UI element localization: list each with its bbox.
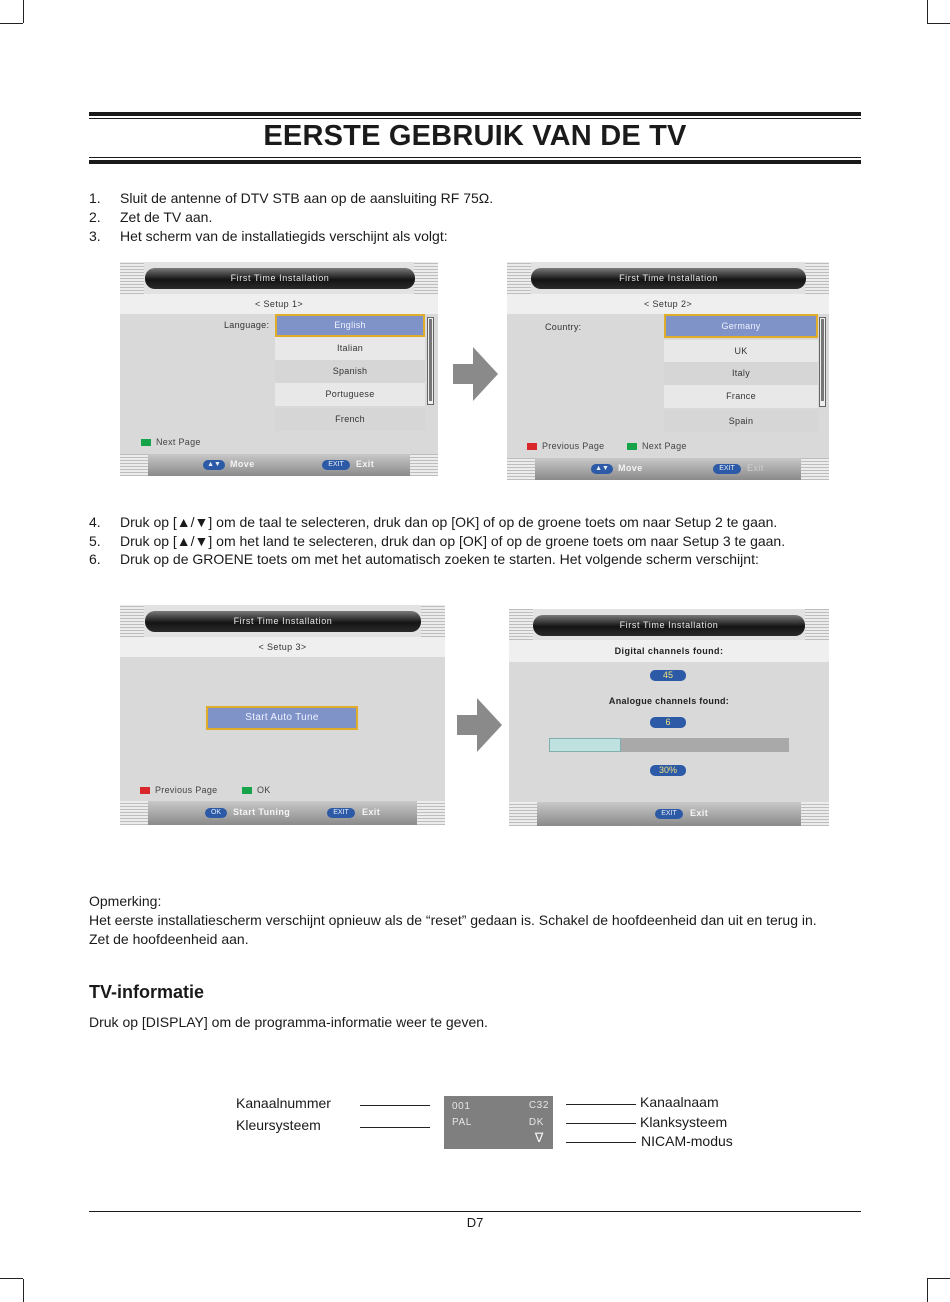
crop-mark <box>23 1279 24 1302</box>
scrollbar-thumb[interactable] <box>429 319 432 401</box>
legend-next-label: Next Page <box>156 437 201 447</box>
screen-hatch <box>801 458 829 480</box>
legend-next <box>627 441 687 451</box>
step-text: Zet de TV aan. <box>120 209 213 225</box>
green-key-icon <box>242 787 252 794</box>
progress-percent: 30% <box>650 765 686 776</box>
screen-hatch <box>801 802 829 826</box>
screen-hatch <box>421 605 445 637</box>
step-number: 3. <box>89 228 101 244</box>
channel-name: C32 <box>528 1100 549 1111</box>
screen-title: First Time Installation <box>533 615 805 636</box>
exit-key: EXIT <box>327 808 355 818</box>
step-number: 6. <box>89 551 101 567</box>
step-number: 2. <box>89 209 101 225</box>
screen-footer <box>120 454 438 476</box>
screen-title: First Time Installation <box>145 268 415 289</box>
screen-hatch <box>120 801 148 825</box>
exit-hint: Exit <box>356 459 375 469</box>
analogue-channels-count: 6 <box>650 717 686 728</box>
crop-mark <box>0 23 23 24</box>
exit-key: EXIT <box>322 460 350 470</box>
note-heading: Opmerking: <box>89 893 162 909</box>
setup-label: < Setup 2> <box>507 294 829 314</box>
screen-hatch <box>509 609 533 640</box>
step-text: Druk op [▲/▼] om het land te selecteren, druk dan op [OK] of op de groene toets om naar Setup 3 te gaan. <box>120 533 786 549</box>
label-klanksysteem: Klanksysteem <box>640 1114 728 1130</box>
note-line: Het eerste installatiescherm verschijnt opnieuw als de “reset” gedaan is. Schakel de hoofdeenheid dan uit en terug in. <box>89 912 817 928</box>
exit-hint: Exit <box>747 463 764 473</box>
color-system: PAL <box>452 1117 472 1128</box>
setup-label: < Setup 3> <box>120 637 445 657</box>
leader-line <box>566 1142 636 1143</box>
leader-line <box>360 1105 430 1106</box>
legend-next-label: Next Page <box>642 441 687 451</box>
label-kanaalnaam: Kanaalnaam <box>640 1094 719 1110</box>
start-tuning-hint: Start Tuning <box>233 807 291 817</box>
country-scrollbar[interactable] <box>819 317 826 407</box>
language-label: Language: <box>224 320 270 330</box>
country-option-france[interactable]: France <box>664 385 818 408</box>
tvinfo-text: Druk op [DISPLAY] om de programma-informatie weer te geven. <box>89 1014 488 1030</box>
crop-mark <box>23 0 24 23</box>
exit-hint: Exit <box>362 807 381 817</box>
red-key-icon <box>140 787 150 794</box>
screen-footer <box>120 801 445 825</box>
progress-bar <box>549 738 789 752</box>
progress-fill <box>549 738 621 752</box>
leader-line <box>360 1127 430 1128</box>
country-option-germany[interactable]: Germany <box>664 314 818 338</box>
title-rule-bottom-thin <box>89 157 861 158</box>
move-hint: Move <box>618 463 643 473</box>
up-down-icon: ▲▼ <box>591 464 613 474</box>
title-rule-top <box>89 112 861 116</box>
legend-ok <box>242 785 271 795</box>
screen-hatch <box>414 262 438 294</box>
screen-hatch <box>507 458 535 480</box>
title-rule-top-thin <box>89 118 861 119</box>
scan-screen <box>509 609 829 826</box>
green-key-icon <box>627 443 637 450</box>
legend-previous-label: Previous Page <box>155 785 218 795</box>
info-banner <box>444 1096 553 1149</box>
screen-footer <box>507 458 829 480</box>
language-option-english[interactable]: English <box>275 314 425 337</box>
setup2-screen <box>507 262 829 480</box>
screen-hatch <box>805 609 829 640</box>
page-title: EERSTE GEBRUIK VAN DE TV <box>263 120 687 152</box>
crop-mark <box>927 1279 928 1302</box>
country-option-uk[interactable]: UK <box>664 340 818 362</box>
tvinfo-heading: TV-informatie <box>89 982 205 1002</box>
screen-hatch <box>805 262 829 294</box>
green-key-icon <box>141 439 151 446</box>
screen-hatch <box>417 801 445 825</box>
legend-previous <box>140 785 217 795</box>
language-option-spanish[interactable]: Spanish <box>275 360 425 383</box>
label-kleursysteem: Kleursysteem <box>236 1117 321 1133</box>
footer-rule <box>89 1211 861 1212</box>
crop-mark <box>927 1278 950 1279</box>
label-kanaalnummer: Kanaalnummer <box>236 1095 331 1111</box>
ok-key: OK <box>205 808 227 818</box>
page-number: D7 <box>466 1215 484 1230</box>
next-arrow-icon <box>457 698 502 752</box>
exit-key: EXIT <box>655 809 683 819</box>
screen-footer <box>509 802 829 826</box>
step-number: 5. <box>89 533 101 549</box>
language-scrollbar[interactable] <box>427 317 434 405</box>
start-auto-tune-button[interactable]: Start Auto Tune <box>206 706 358 730</box>
screen-hatch <box>410 454 438 476</box>
move-hint: Move <box>230 459 255 469</box>
screen-title: First Time Installation <box>145 611 421 632</box>
language-option-italian[interactable]: Italian <box>275 337 425 360</box>
crop-mark <box>927 0 928 23</box>
analogue-channels-label: Analogue channels found: <box>608 696 730 706</box>
country-option-spain[interactable]: Spain <box>664 410 818 432</box>
step-number: 4. <box>89 514 101 530</box>
scrollbar-thumb[interactable] <box>821 319 824 401</box>
language-option-french[interactable]: French <box>275 408 425 431</box>
setup1-screen <box>120 262 438 476</box>
next-arrow-icon <box>453 347 498 402</box>
screen-hatch <box>509 802 537 826</box>
step-text: Het scherm van de installatiegids verschijnt als volgt: <box>120 228 448 244</box>
label-nicam-modus: NICAM-modus <box>641 1133 733 1149</box>
digital-channels-count: 45 <box>650 670 686 681</box>
up-down-icon: ▲▼ <box>203 460 225 470</box>
step-text: Druk op de GROENE toets om met het automatisch zoeken te starten. Het volgende scherm verschijnt: <box>120 551 759 567</box>
crop-mark <box>927 23 950 24</box>
sound-system: DK <box>528 1117 544 1128</box>
digital-channels-label: Digital channels found: <box>509 640 829 662</box>
screen-hatch <box>120 605 144 637</box>
screen-hatch <box>507 262 531 294</box>
leader-line <box>566 1104 636 1105</box>
country-option-italy[interactable]: Italy <box>664 362 818 385</box>
red-key-icon <box>527 443 537 450</box>
channel-number: 001 <box>452 1101 471 1112</box>
step-text: Sluit de antenne of DTV STB aan op de aansluiting RF 75Ω. <box>120 190 494 206</box>
legend-previous-label: Previous Page <box>542 441 605 451</box>
exit-key: EXIT <box>713 464 741 474</box>
nicam-icon: ∇ <box>534 1130 544 1145</box>
language-option-portuguese[interactable]: Portuguese <box>275 383 425 406</box>
legend-next <box>141 437 201 447</box>
legend-ok-label: OK <box>257 785 271 795</box>
crop-mark <box>0 1278 23 1279</box>
leader-line <box>566 1123 636 1124</box>
setup-label: < Setup 1> <box>120 294 438 314</box>
title-rule-bottom <box>89 160 861 164</box>
screen-hatch <box>120 262 144 294</box>
step-number: 1. <box>89 190 101 206</box>
screen-hatch <box>120 454 148 476</box>
screen-title: First Time Installation <box>531 268 806 289</box>
exit-hint: Exit <box>690 808 709 818</box>
legend-previous <box>527 441 604 451</box>
step-text: Druk op [▲/▼] om de taal te selecteren, druk dan op [OK] of op de groene toets om naar Setup 2 te gaan. <box>120 514 778 530</box>
setup3-screen <box>120 605 445 825</box>
note-line: Zet de hoofdeenheid aan. <box>89 931 249 947</box>
country-label: Country: <box>545 322 582 332</box>
